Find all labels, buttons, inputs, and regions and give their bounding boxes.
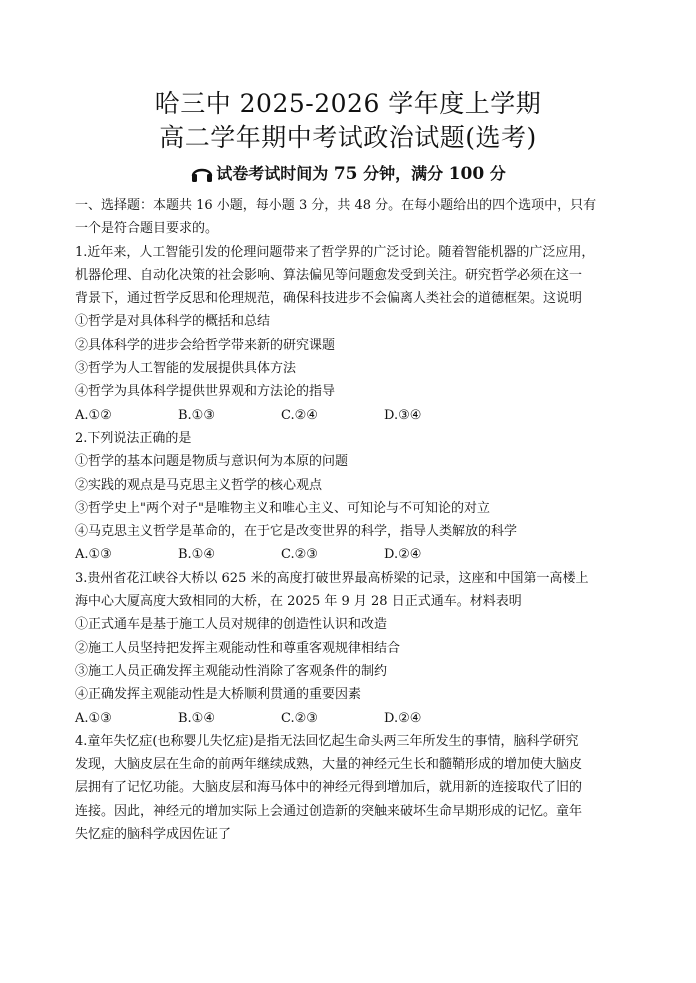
statement: ④哲学为具体科学提供世界观和方法论的指导 — [75, 384, 336, 400]
question-stem-line: 2.下列说法正确的是 — [75, 430, 192, 446]
statement: ②施工人员坚持把发挥主观能动性和尊重客观规律相结合 — [75, 640, 401, 656]
statement: ①正式通车是基于施工人员对规律的创造性认识和改造 — [75, 617, 388, 633]
question-stem-line: 背景下，通过哲学反思和伦理规范，确保科技进步不会偏离人类社会的道德框架。这说明 — [75, 291, 583, 307]
question-1 — [75, 241, 625, 427]
exam-time-info — [0, 161, 696, 184]
statement: ④马克思主义哲学是革命的，在于它是改变世界的科学，指导人类解放的科学 — [75, 524, 518, 540]
option-b: B.①③ — [178, 407, 215, 423]
question-stem-line: 机器伦理、自动化决策的社会影响、算法偏见等问题愈发受到关注。研究哲学必须在这一 — [75, 267, 583, 283]
statement: ②具体科学的进步会给哲学带来新的研究课题 — [75, 337, 336, 353]
option-d: D.②④ — [384, 547, 422, 563]
option-b: B.①④ — [178, 547, 215, 563]
answer-options — [75, 404, 625, 427]
headphones-icon — [190, 163, 214, 183]
question-stem-line: 失忆症的脑科学成因佐证了 — [75, 827, 232, 843]
option-c: C.②③ — [281, 710, 318, 726]
statement: ②实践的观点是马克思主义哲学的核心观点 — [75, 477, 323, 493]
answer-options — [75, 543, 625, 566]
time-mid: 分钟，满分 — [363, 164, 444, 183]
section-intro-line2: 一个是符合题目要求的。 — [75, 221, 219, 237]
answer-options — [75, 707, 625, 730]
question-2 — [75, 427, 625, 567]
statement: ③哲学史上"两个对子"是唯物主义和唯心主义、可知论与不可知论的对立 — [75, 500, 490, 516]
option-c: C.②④ — [281, 407, 318, 423]
option-a: A.①② — [75, 407, 112, 423]
question-stem-line: 海中心大厦高度大致相同的大桥，在 2025 年 9 月 28 日正式通车。材料表明 — [75, 594, 522, 610]
exam-title-line2: 高二学年期中考试政治试题(选考) — [159, 123, 537, 152]
question-stem-line: 3.贵州省花江峡谷大桥以 625 米的高度打破世界最高桥梁的记录，这座和中国第一高楼上 — [75, 570, 589, 586]
question-stem-line: 连接。因此，神经元的增加实际上会通过创造新的突触来破坏生命早期形成的记忆。童年 — [75, 803, 583, 819]
question-stem-line: 层拥有了记忆功能。大脑皮层和海马体中的神经元得到增加后，就用新的连接取代了旧的 — [75, 780, 583, 796]
question-stem-line: 4.童年失忆症(也称婴儿失忆症)是指无法回忆起生命头两三年所发生的事情，脑科学研究 — [75, 733, 579, 749]
section-intro-line1: 一、选择题：本题共 16 小题，每小题 3 分，共 48 分。在每小题给出的四个选项中，只有 — [75, 198, 597, 213]
statement: ①哲学的基本问题是物质与意识何为本原的问题 — [75, 454, 349, 470]
statement: ④正确发挥主观能动性是大桥顺利贯通的重要因素 — [75, 687, 362, 703]
time-prefix: 试卷考试时间为 — [216, 164, 329, 183]
option-b: B.①④ — [178, 710, 215, 726]
exam-content — [75, 194, 625, 846]
option-d: D.③④ — [384, 407, 422, 423]
option-c: C.②③ — [281, 547, 318, 563]
question-3 — [75, 567, 625, 730]
option-d: D.②④ — [384, 710, 422, 726]
question-4 — [75, 730, 625, 846]
exam-title-line1: 哈三中 2025-2026 学年度上学期 — [154, 89, 542, 118]
time-suffix: 分 — [489, 164, 506, 183]
option-a: A.①③ — [75, 710, 112, 726]
statement: ①哲学是对具体科学的概括和总结 — [75, 314, 271, 330]
option-a: A.①③ — [75, 547, 112, 563]
question-stem-line: 发现，大脑皮层在生命的前两年继续成熟，大量的神经元生长和髓鞘形成的增加使大脑皮 — [75, 757, 583, 773]
time-minutes: 75 — [333, 164, 358, 184]
question-stem-line: 1.近年来，人工智能引发的伦理问题带来了哲学界的广泛讨论。随着智能机器的广泛应用， — [75, 244, 595, 260]
statement: ③哲学为人工智能的发展提供具体方法 — [75, 361, 297, 377]
statement: ③施工人员正确发挥主观能动性消除了客观条件的制约 — [75, 663, 388, 679]
full-score: 100 — [448, 164, 485, 184]
